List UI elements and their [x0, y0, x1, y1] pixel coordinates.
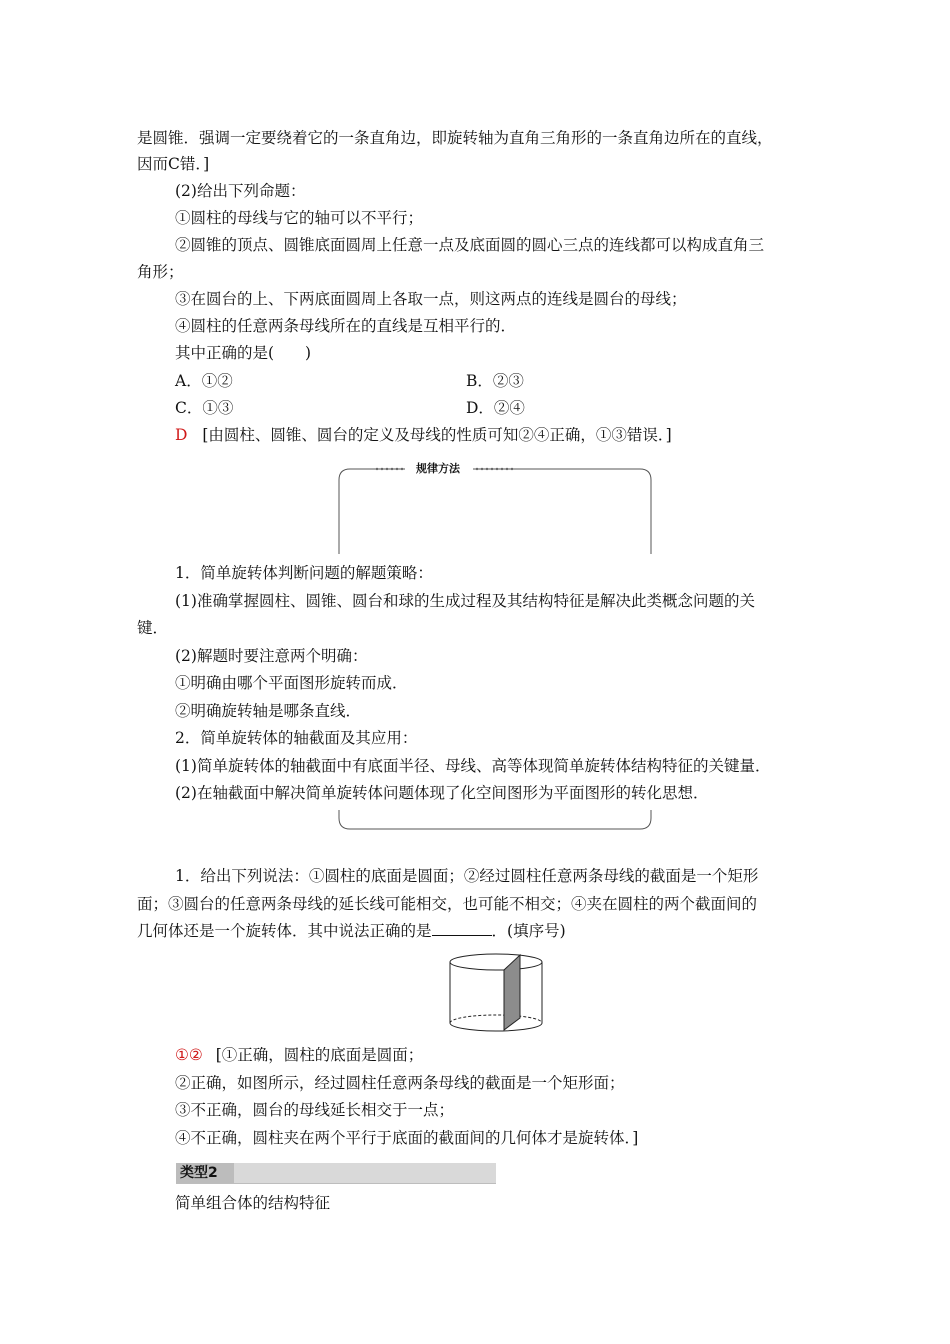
tip-item: 键． — [137, 619, 169, 637]
proposition-4: ④圆柱的任意两条母线所在的直线是互相平行的． — [175, 317, 517, 335]
exercise-line: 1．给出下列说法：①圆柱的底面是圆面；②经过圆柱任意两条母线的截面是一个矩形 — [175, 867, 759, 885]
proposition-2: ②圆锥的顶点、圆锥底面圆周上任意一点及底面圆的圆心三点的连线都可以构成直角三 — [175, 236, 765, 254]
option-a: A．①② — [175, 372, 233, 390]
proposition-1: ①圆柱的母线与它的轴可以不平行； — [175, 209, 424, 227]
tip-item: ②明确旋转轴是哪条直线． — [175, 702, 362, 720]
tip-item: (1)简单旋转体的轴截面中有底面半径、母线、高等体现简单旋转体结构特征的关键量． — [175, 757, 771, 775]
proposition-3: ③在圆台的上、下两底面圆周上各取一点，则这两点的连线是圆台的母线； — [175, 290, 687, 308]
section-heading: 简单组合体的结构特征 — [175, 1194, 331, 1212]
type-label: 类型2 — [176, 1163, 234, 1183]
text-line: 是圆锥．强调一定要绕着它的一条直角边，即旋转轴为直角三角形的一条直角边所在的直线， — [137, 129, 773, 147]
tip-title: 规律方法 — [408, 460, 468, 476]
question-ask: 其中正确的是( ) — [175, 344, 312, 362]
exercise-answer-line: ③不正确，圆台的母线延长相交于一点； — [175, 1101, 455, 1119]
exercise-answer-mark: ①② — [175, 1046, 203, 1064]
answer-line — [175, 425, 672, 445]
tip-item: 2．简单旋转体的轴截面及其应用： — [175, 729, 418, 747]
answer-explanation: [由圆柱、圆锥、圆台的定义及母线的性质可知②④正确，①③错误．] — [202, 426, 672, 444]
exercise-line: 几何体还是一个旋转体．其中说法正确的是 ．(填序号) — [137, 922, 566, 940]
question-2: (2)给出下列命题： — [175, 182, 306, 200]
exercise-answer-line: ①② [①正确，圆柱的底面是圆面； — [175, 1046, 424, 1064]
tip-item: (2)解题时要注意两个明确： — [175, 647, 368, 665]
tip-box-bottom-frame — [337, 808, 653, 832]
text-line: 因而C错．] — [137, 155, 210, 173]
option-d: D．②④ — [466, 399, 525, 417]
answer-blank — [432, 921, 492, 936]
tip-box-top-frame — [337, 466, 653, 556]
exercise-answer-line: ②正确，如图所示，经过圆柱任意两条母线的截面是一个矩形面； — [175, 1074, 625, 1092]
exercise-line: 面；③圆台的任意两条母线的延长线可能相交，也可能不相交；④夹在圆柱的两个截面间的 — [137, 895, 758, 913]
answer-letter: D — [175, 426, 188, 444]
proposition-2-cont: 角形； — [137, 263, 184, 281]
option-b: B．②③ — [466, 372, 524, 390]
tip-item: ①明确由哪个平面图形旋转而成． — [175, 674, 408, 692]
tip-item: (2)在轴截面中解决简单旋转体问题体现了化空间图形为平面图形的转化思想． — [175, 784, 709, 802]
tip-item: 1．简单旋转体判断问题的解题策略： — [175, 564, 433, 582]
exercise-answer-line: ④不正确，圆柱夹在两个平行于底面的截面间的几何体才是旋转体．] — [175, 1129, 639, 1147]
cylinder-section-figure — [446, 952, 546, 1034]
option-c: C．①③ — [175, 399, 234, 417]
tip-item: (1)准确掌握圆柱、圆锥、圆台和球的生成过程及其结构特征是解决此类概念问题的关 — [175, 592, 755, 610]
